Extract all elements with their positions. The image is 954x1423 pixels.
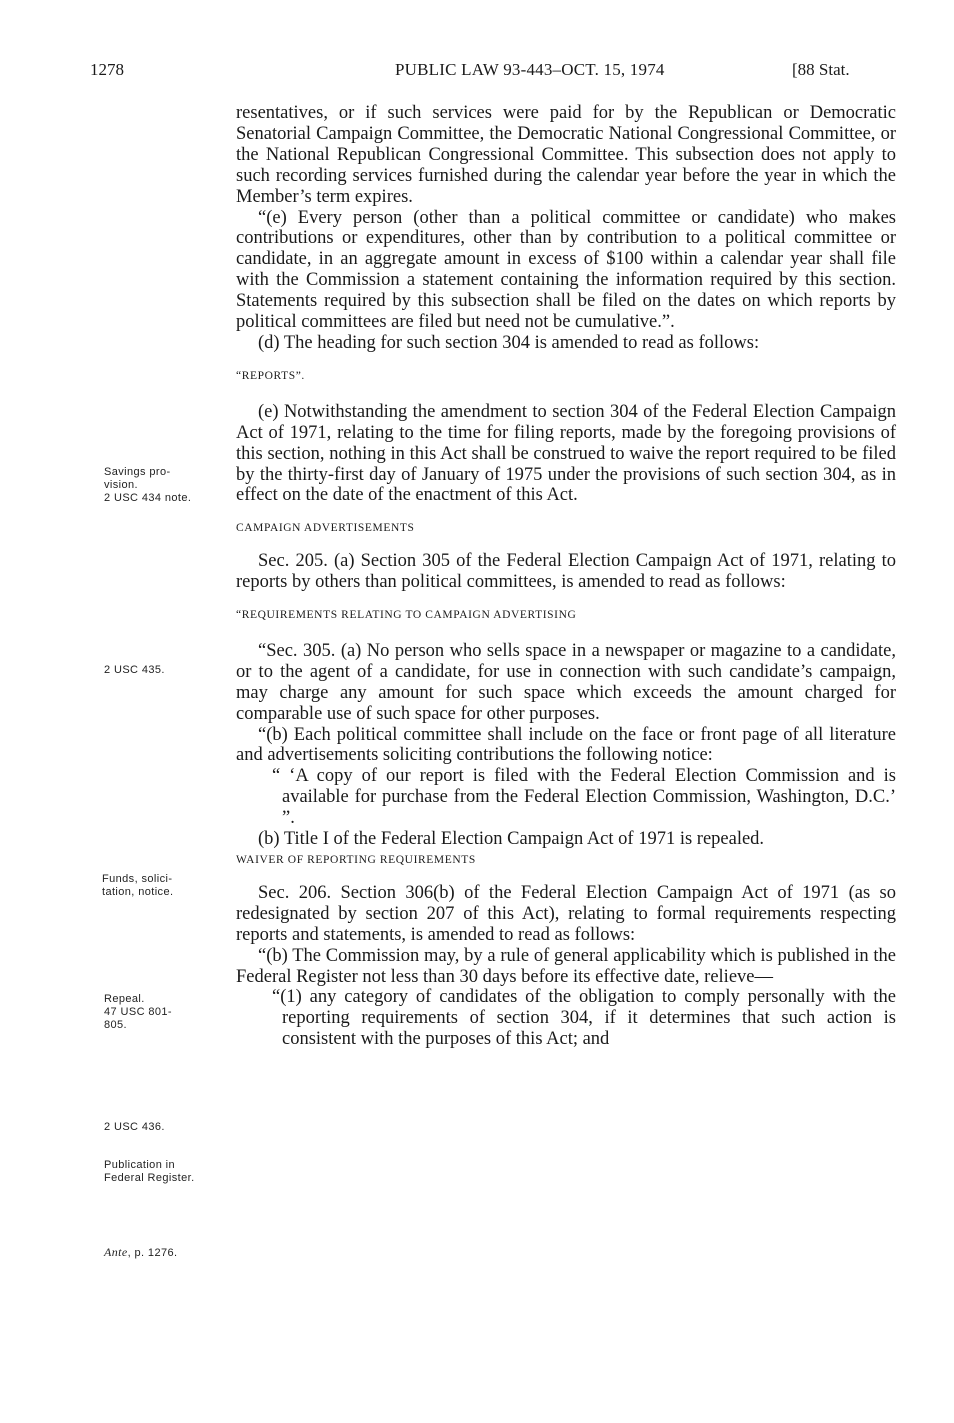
section-heading: CAMPAIGN ADVERTISEMENTS bbox=[236, 522, 415, 535]
paragraph: (d) The heading for such section 304 is amended to read as follows: bbox=[258, 332, 760, 353]
paragraph: “ ‘A copy of our report is filed with the Federal Election Commission and is available for purchase from the Federal Election Commission, Washington, D.C.’ ”. bbox=[272, 766, 896, 829]
paragraph: “(e) Every person (other than a political committee or candidate) who makes contributions or expenditures, other than by contribution to a political committee or candidate, in an aggregate amount in excess of $100 within a calendar year shall file with the Commission a statement containing the information required by this section. Statements required by this subsection shall be filed on the dates on which reports by political committees are filed but need not be cumulative.”. bbox=[236, 207, 896, 333]
paragraph: “Sec. 305. (a) No person who sells space in a newspaper or magazine to a candidate, or to the agent of a candidate, for use in connection with such candidate’s campaign, may charge any amount for such space which exceeds the amount charged for comparable use of such space for other purposes. bbox=[236, 640, 896, 724]
paragraph: Sec. 206. Section 306(b) of the Federal Election Campaign Act of 1971 (as so redesignated by section 207 of this Act), relating to formal requirements respecting reports and statements, is amended to read as follows: bbox=[236, 882, 896, 945]
margin-note-funds: Funds, solici- tation, notice. bbox=[102, 873, 174, 898]
section-heading: “REQUIREMENTS RELATING TO CAMPAIGN ADVERTISING bbox=[236, 609, 577, 622]
margin-note-2usc436: 2 USC 436. bbox=[104, 1121, 165, 1133]
margin-note-publication: Publication in Federal Register. bbox=[104, 1159, 195, 1184]
margin-note-savings: Savings pro- vision. 2 USC 434 note. bbox=[104, 466, 192, 504]
paragraph: resentatives, or if such services were paid for by the Republican or Democratic Senatorial Campaign Committee, the Democratic National Congressional Committee, or the National Republican Congressional Committee. This subsection does not apply to such recording services furnished during the calendar year before the year in which the Member’s term expires. bbox=[236, 103, 896, 207]
running-head bbox=[0, 60, 954, 84]
paragraph: (b) Title I of the Federal Election Campaign Act of 1971 is repealed. bbox=[258, 829, 765, 850]
paragraph: (e) Notwithstanding the amendment to section 304 of the Federal Election Campaign Act of 1971, relating to the time for filing reports, made by the foregoing provisions of this section, nothing in this Act shall be construed to waive the report required to be filed by the thirty-first day of January of 1975 under the provisions of such section 304, as in effect on the date of the enactment of this Act. bbox=[236, 401, 896, 506]
page-title: PUBLIC LAW 93-443–OCT. 15, 1974 bbox=[395, 60, 665, 79]
margin-note-2usc435: 2 USC 435. bbox=[104, 664, 165, 676]
margin-note-repeal: Repeal. 47 USC 801- 805. bbox=[104, 993, 172, 1031]
body-text bbox=[236, 103, 896, 1050]
section-heading: “REPORTS”. bbox=[236, 369, 305, 382]
paragraph: “(b) Each political committee shall include on the face or front page of all literature and advertisements soliciting contributions the following notice: bbox=[236, 724, 896, 766]
margin-note-ante: Ante, p. 1276. bbox=[104, 1245, 178, 1259]
page-number: 1278 bbox=[90, 60, 124, 79]
section-heading: WAIVER OF REPORTING REQUIREMENTS bbox=[236, 854, 476, 866]
statute-reference: [88 Stat. bbox=[792, 60, 850, 79]
paragraph: “(b) The Commission may, by a rule of general applicability which is published in the Federal Register not less than 30 days before its effective date, relieve— bbox=[236, 945, 896, 987]
paragraph: Sec. 205. (a) Section 305 of the Federal Election Campaign Act of 1971, relating to reports by others than political committees, is amended to read as follows: bbox=[236, 551, 896, 593]
paragraph: “(1) any category of candidates of the obligation to comply personally with the reporting requirements of section 304, if it determines that such action is consistent with the purposes of this Act; and bbox=[272, 987, 896, 1050]
